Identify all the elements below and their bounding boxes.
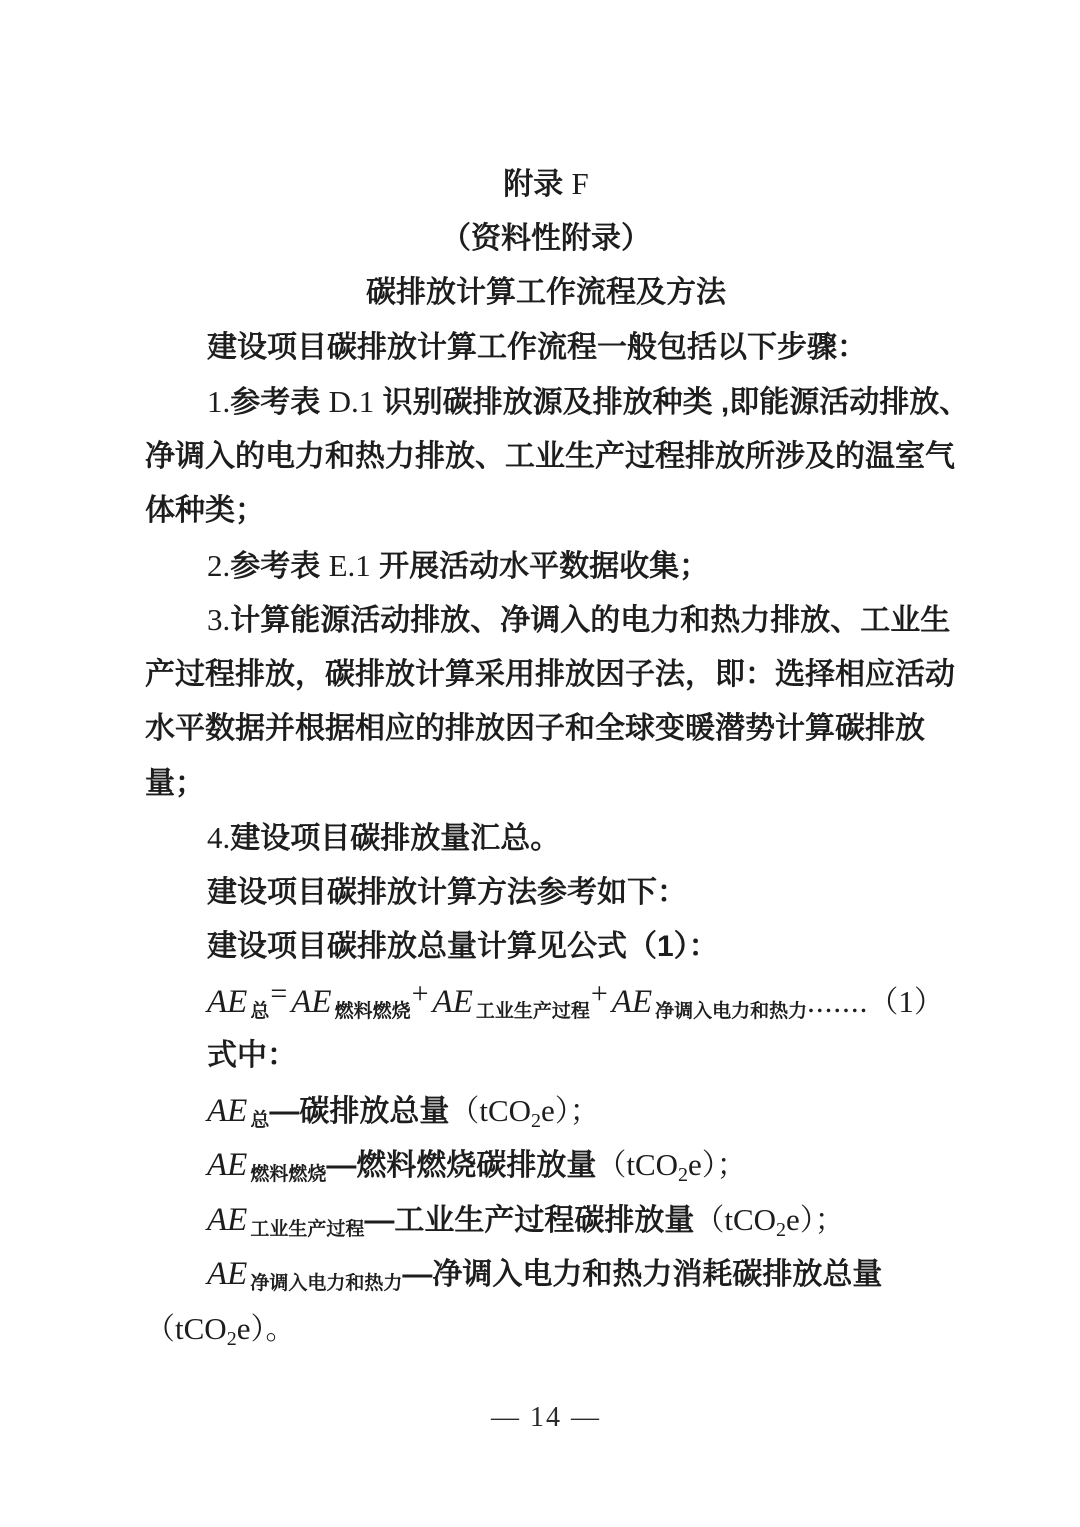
step-2-number: 2. xyxy=(207,547,231,583)
definition-industrial-open-paren: （ xyxy=(694,1203,725,1237)
definition-net-power-open-paren: （ xyxy=(145,1312,175,1346)
step-3-line-1 xyxy=(145,593,951,648)
definition-industrial-close-paren: ）； xyxy=(799,1203,845,1237)
formula-number: 1 xyxy=(898,983,914,1019)
step-2-text-rest: 开展活动水平数据收集； xyxy=(370,549,710,583)
definition-industrial xyxy=(145,1193,947,1248)
step-1-line-1 xyxy=(145,375,970,430)
paragraph-intro: 建设项目碳排放计算工作流程一般包括以下步骤： xyxy=(207,330,867,364)
definition-net-power-line-1 xyxy=(145,1247,947,1302)
step-1-line-3: 体种类； xyxy=(145,494,265,527)
definition-industrial-unit-subscript: 2 xyxy=(776,1218,787,1241)
definition-fuel-close-paren: ）； xyxy=(701,1149,747,1182)
definition-total xyxy=(145,1084,947,1139)
definition-total-open-paren: （ xyxy=(449,1094,480,1128)
where-label: 式中： xyxy=(207,1039,297,1072)
step-3-line-2: 产过程排放，碳排放计算采用排放因子法，即：选择相应活动 xyxy=(145,657,955,691)
definition-total-close-paren: ）； xyxy=(554,1094,600,1128)
step-4-line xyxy=(145,811,947,866)
definition-total-sub: 总 xyxy=(250,1109,270,1131)
definition-total-unit: tCO xyxy=(479,1092,532,1128)
definition-total-unit-subscript: 2 xyxy=(531,1109,542,1132)
heading-appendix xyxy=(145,157,947,212)
definition-net-power-close-paren: ）。 xyxy=(250,1312,296,1346)
definition-industrial-ae: AE xyxy=(207,1201,248,1238)
formula-plus-sign-2: + xyxy=(590,976,608,1010)
formula-sub-total: 总 xyxy=(250,1000,270,1022)
step-3-line-3: 水平数据并根据相应的排放因子和全球变暖潜势计算碳排放 xyxy=(145,712,925,745)
heading-appendix-letter: F xyxy=(571,166,589,201)
document-content xyxy=(145,157,970,1356)
definition-net-power-line-2 xyxy=(145,1302,947,1357)
method-intro: 建设项目碳排放计算方法参考如下： xyxy=(207,875,687,909)
definition-industrial-sub: 工业生产过程 xyxy=(250,1218,365,1240)
formula-number-open-paren: （ xyxy=(868,985,899,1019)
definition-industrial-unit-tail: e xyxy=(786,1201,800,1237)
formula-ae-3: AE xyxy=(432,983,473,1020)
definition-fuel-desc: —燃料燃烧碳排放量 xyxy=(326,1149,597,1182)
definition-fuel-sub: 燃料燃烧 xyxy=(250,1164,327,1185)
definition-total-unit-tail: e xyxy=(541,1092,555,1128)
step-3-text: 计算能源活动排放、净调入的电力和热力排放、工业生 xyxy=(230,604,951,637)
step-4-text: 建设项目碳排放量汇总。 xyxy=(230,822,561,855)
definition-net-power-sub: 净调入电力和热力 xyxy=(250,1273,403,1294)
definition-industrial-desc: —工业生产过程碳排放量 xyxy=(364,1203,695,1237)
definition-fuel-unit-tail: e xyxy=(688,1147,702,1182)
step-3-line-4: 量； xyxy=(145,766,205,800)
step-4-number: 4. xyxy=(207,820,231,855)
step-1-number: 1. xyxy=(207,384,231,419)
definition-net-power-unit: tCO xyxy=(175,1310,227,1346)
formula-number-close-paren: ） xyxy=(913,985,944,1019)
definition-net-power-desc: —净调入电力和热力消耗碳排放总量 xyxy=(402,1258,883,1291)
definition-fuel-unit: tCO xyxy=(626,1147,679,1182)
formula-equals-sign: = xyxy=(270,976,288,1010)
step-1-text-pre: 参考表 xyxy=(230,386,329,419)
heading-title: 碳排放计算工作流程及方法 xyxy=(366,276,726,309)
definition-fuel-ae: AE xyxy=(207,1147,248,1183)
definition-fuel-open-paren: （ xyxy=(596,1149,627,1182)
definition-net-power-unit-tail: e xyxy=(236,1310,251,1346)
definition-total-ae: AE xyxy=(207,1092,248,1129)
formula-plus-sign-1: + xyxy=(411,976,429,1010)
heading-note: （资料性附录） xyxy=(441,221,651,255)
formula-sub-net-power: 净调入电力和热力 xyxy=(655,1000,808,1022)
formula-ae-4: AE xyxy=(611,983,653,1020)
definition-fuel xyxy=(145,1138,947,1193)
formula-ae-1: AE xyxy=(207,983,248,1020)
definition-net-power-ae: AE xyxy=(207,1256,248,1292)
formula-ae-2: AE xyxy=(291,983,332,1020)
step-1-text-rest: 识别碳排放源及排放种类 ,即能源活动排放、 xyxy=(374,386,970,419)
step-2-text-pre: 参考表 xyxy=(230,549,329,583)
formula-leader-dots: ....... xyxy=(807,983,869,1019)
formula-intro: 建设项目碳排放总量计算见公式（1）： xyxy=(207,930,719,963)
formula-sub-fuel: 燃料燃烧 xyxy=(334,1000,411,1022)
page-number: — 14 — xyxy=(491,1402,601,1433)
step-1-line-2: 净调入的电力和热力排放、工业生产过程排放所涉及的温室气 xyxy=(145,439,955,473)
definition-industrial-unit: tCO xyxy=(724,1201,777,1237)
step-2-line xyxy=(145,539,947,594)
step-1-table-ref: D.1 xyxy=(328,384,375,419)
step-2-table-ref: E.1 xyxy=(328,547,371,583)
heading-appendix-label: 附录 xyxy=(503,168,572,201)
formula-sub-industrial: 工业生产过程 xyxy=(475,1000,590,1022)
definition-net-power-unit-subscript: 2 xyxy=(226,1327,237,1350)
formula-line xyxy=(145,975,947,1030)
definition-total-desc: —碳排放总量 xyxy=(269,1094,450,1128)
step-3-number: 3. xyxy=(207,602,231,637)
definition-fuel-unit-subscript: 2 xyxy=(678,1164,689,1186)
